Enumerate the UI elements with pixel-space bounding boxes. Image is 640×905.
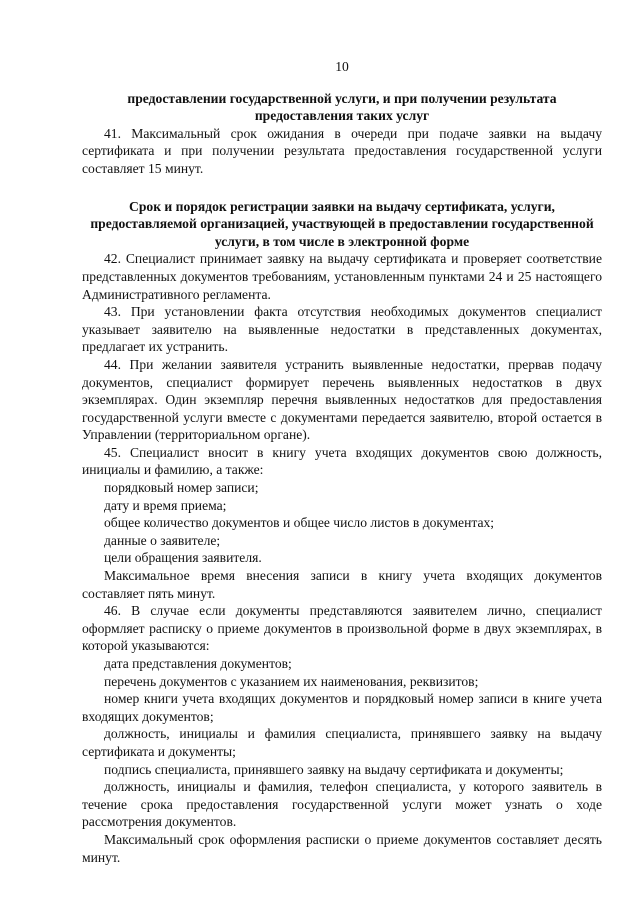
list-item: должность, инициалы и фамилия специалиста, принявшего заявку на выдачу сертификата и документы; <box>82 726 602 759</box>
list-item: данные о заявителе; <box>104 532 221 548</box>
paragraph-46-time: Максимальный срок оформления расписки о приеме документов составляет десять минут. <box>82 831 602 865</box>
heading-line: предоставления таких услуг <box>254 108 430 124</box>
list-item: дату и время приема; <box>104 497 227 513</box>
list-item: общее количество документов и общее число листов в документах; <box>104 515 495 531</box>
list-item: цели обращения заявителя. <box>104 550 262 566</box>
list-item: номер книги учета входящих документов и порядковый номер записи в книге учета входящих документов; <box>82 691 602 724</box>
paragraph-45: 45. Специалист вносит в книгу учета входящих документов свою должность, инициалы и фамилию, а также: <box>82 444 602 478</box>
list-item: дата представления документов; <box>104 656 292 671</box>
section-heading-registration <box>82 198 602 251</box>
heading-line: предоставляемой организацией, участвующей в предоставлении государственной <box>90 216 594 232</box>
heading-line: предоставлении государственной услуги, и при получении результата <box>127 90 557 106</box>
paragraph-42: 42. Специалист принимает заявку на выдачу сертификата и проверяет соответствие представленных документов требованиям, установленным пунктами 24 и 25 настоящего Административного регламента. <box>82 251 602 302</box>
paragraph-45-time: Максимальное время внесения записи в книгу учета входящих документов составляет пять минут. <box>82 568 602 601</box>
paragraph-46: 46. В случае если документы представляются заявителем лично, специалист оформляет расписку о приеме документов в произвольной форме в двух экземплярах, в которой указываются: <box>82 603 602 654</box>
list-item: перечень документов с указанием их наименования, реквизитов; <box>104 673 479 689</box>
page-number: 10 <box>335 59 349 74</box>
heading-line: Срок и порядок регистрации заявки на выдачу сертификата, услуги, <box>129 198 555 214</box>
list-item: порядковый номер записи; <box>104 480 259 496</box>
paragraph-41: 41. Максимальный срок ожидания в очереди при подаче заявки на выдачу сертификата и при получении результата предоставления государственной услуги составляет 15 минут. <box>82 125 602 176</box>
list-item: должность, инициалы и фамилия, телефон специалиста, у которого заявитель в течение срока предоставления государственной услуги может узнать о ходе рассмотрения документов. <box>82 779 602 830</box>
list-46 <box>82 655 602 831</box>
list-45 <box>82 479 602 567</box>
paragraph-43: 43. При установлении факта отсутствия необходимых документов специалист указывает заявителю на выявленные недостатки в представленных документах, предлагает их устранить. <box>82 304 602 355</box>
section-heading-queue <box>82 90 602 125</box>
heading-line: услуги, в том числе в электронной форме <box>214 233 470 249</box>
paragraph-44: 44. При желании заявителя устранить выявленные недостатки, прервав подачу документов, специалист формирует перечень выявленных недостатков в двух экземплярах. Один экземпляр перечня выявленных недостатков для предоставления государственной услуги вместе с документами передается заявителю, второй остается в Управлении (территориальном органе). <box>82 356 602 443</box>
list-item: подпись специалиста, принявшего заявку на выдачу сертификата и документы; <box>104 761 564 777</box>
